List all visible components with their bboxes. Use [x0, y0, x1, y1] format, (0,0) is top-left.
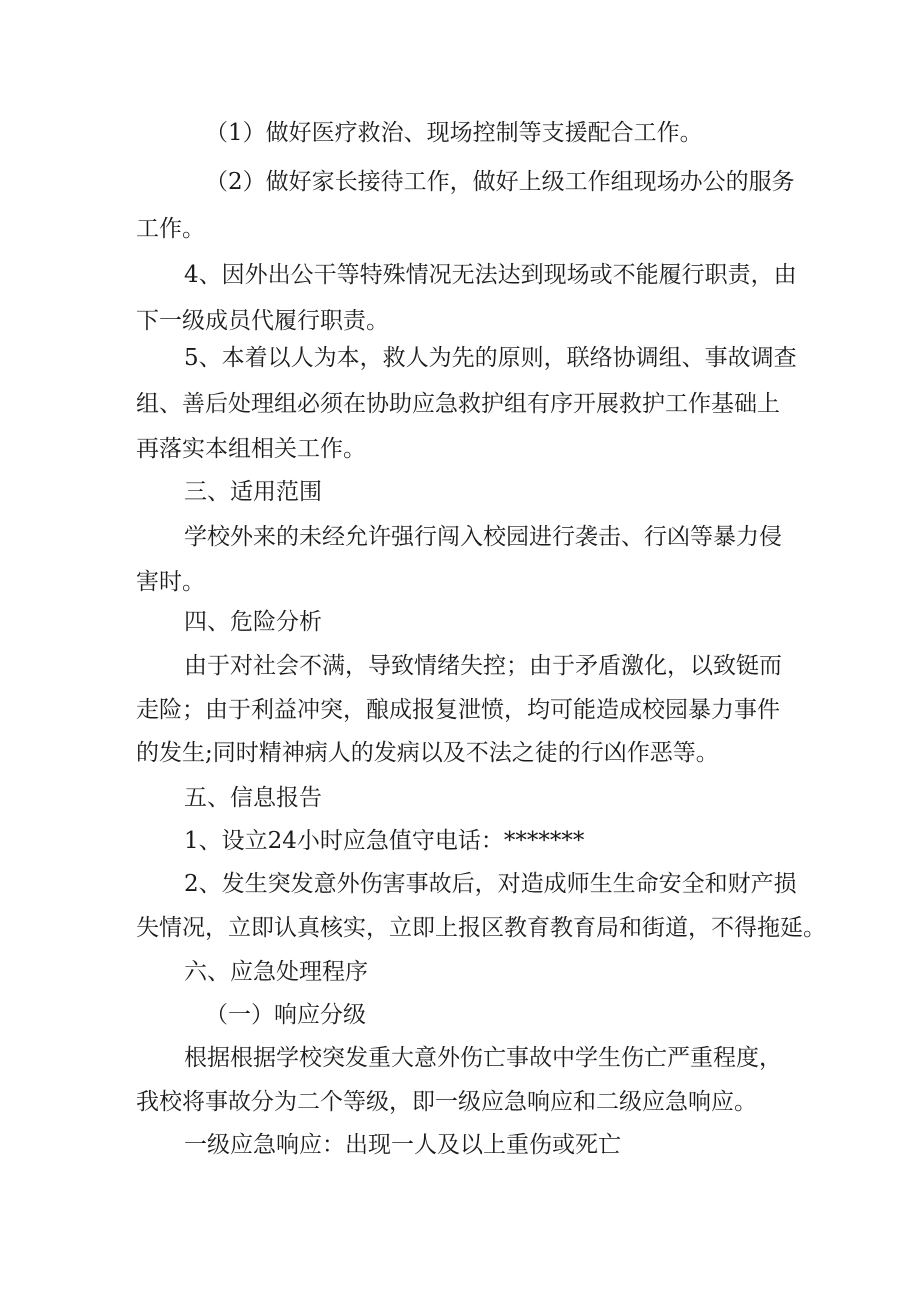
text-line: 根据根据学校突发重大意外伤亡事故中学生伤亡严重程度，	[184, 1045, 782, 1071]
text-line: 1、设立24小时应急值守电话：*******	[184, 828, 585, 854]
section-heading: 四、危险分析	[184, 609, 322, 635]
text-line: 5、本着以人为本，救人为先的原则，联络协调组、事故调查	[184, 345, 797, 371]
text-line: 工作。	[136, 216, 205, 242]
text-line: 由于对社会不满，导致情绪失控；由于矛盾激化，以致铤而	[184, 653, 782, 679]
text-line: 害时。	[136, 569, 205, 595]
text-line: 组、善后处理组必须在协助应急救护组有序开展救护工作基础上	[136, 391, 780, 417]
text-line: 下一级成员代履行职责。	[136, 308, 389, 334]
text-line: （1）做好医疗救治、现场控制等支援配合工作。	[205, 120, 703, 146]
text-line: 4、因外出公干等特殊情况无法达到现场或不能履行职责，由	[184, 262, 797, 288]
text-line: 再落实本组相关工作。	[136, 436, 366, 462]
subsection-heading: （一）响应分级	[205, 1002, 366, 1028]
text-line: 我校将事故分为二个等级，即一级应急响应和二级应急响应。	[136, 1089, 757, 1115]
section-heading: 三、适用范围	[184, 479, 322, 505]
text-line: 走险；由于利益冲突，酿成报复泄愤，均可能造成校园暴力事件	[136, 697, 780, 723]
text-line: （2）做好家长接待工作，做好上级工作组现场办公的服务	[205, 169, 795, 195]
section-heading: 五、信息报告	[184, 785, 322, 811]
text-line: 2、发生突发意外伤害事故后，对造成师生生命安全和财产损	[184, 871, 797, 897]
section-heading: 六、应急处理程序	[184, 959, 368, 985]
text-line: 失情况，立即认真核实，立即上报区教育教育局和街道，不得拖延。	[136, 915, 826, 941]
text-line: 一级应急响应：出现一人及以上重伤或死亡	[184, 1132, 621, 1158]
text-line: 学校外来的未经允许强行闯入校园进行袭击、行凶等暴力侵	[184, 524, 782, 550]
text-line: 的发生;同时精神病人的发病以及不法之徒的行凶作恶等。	[136, 740, 719, 766]
